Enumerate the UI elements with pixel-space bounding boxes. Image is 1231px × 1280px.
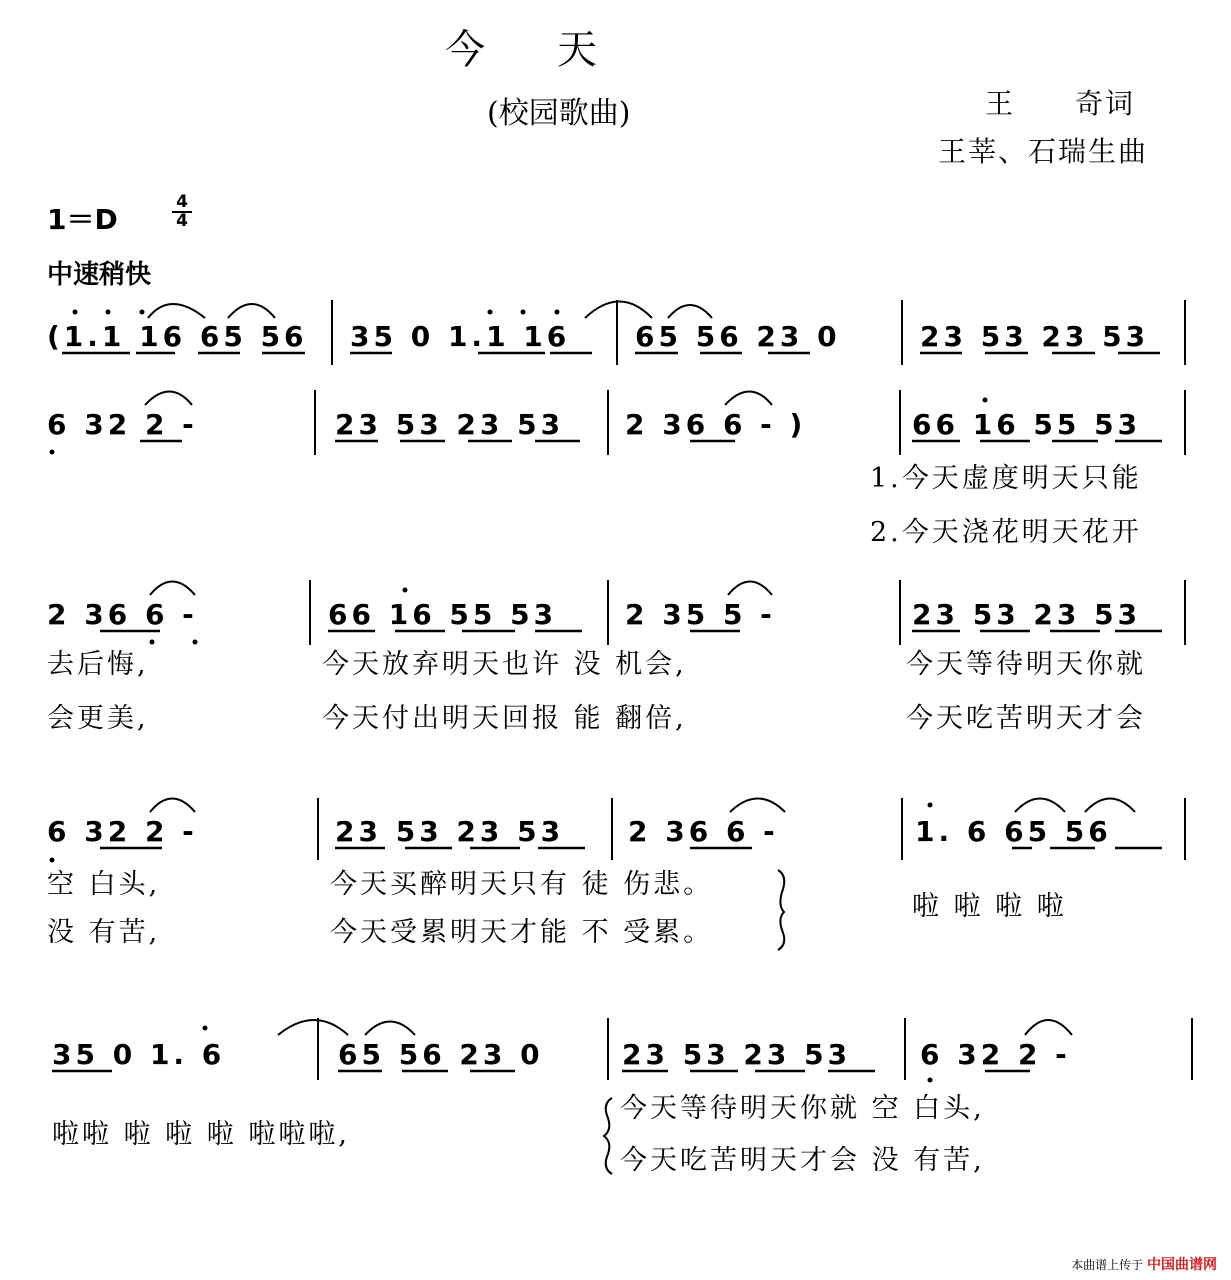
octave-dot — [50, 450, 55, 455]
verse-brace — [778, 870, 784, 950]
row4-lyric-la: 啦 啦 啦 啦 — [912, 891, 1067, 922]
octave-dot — [928, 1078, 933, 1083]
row5-measure1: 35 0 1. 6 — [52, 1038, 226, 1071]
time-signature-bottom: 4 — [176, 211, 188, 231]
row1-measure2: 35 0 1.1 16 — [350, 320, 571, 353]
slur — [145, 392, 192, 406]
row3-measure3: 2 35 5 - — [625, 598, 776, 631]
row5-measure3: 23 53 23 53 — [622, 1038, 852, 1071]
row2-measure3: 2 36 6 - ) — [625, 408, 807, 441]
row1-measure4: 23 53 23 53 — [920, 320, 1150, 353]
octave-dot — [193, 640, 198, 645]
octave-dot — [555, 310, 560, 315]
row4-lyric-v1-b: 今天买醉明天只有 徒 伤悲。 — [330, 869, 714, 900]
slur — [150, 582, 195, 596]
row5-lyric-v1: 今天等待明天你就 空 白头, — [620, 1093, 985, 1124]
slur — [585, 302, 652, 319]
row5-measure2: 65 56 23 0 — [338, 1038, 544, 1071]
song-title: 今天 — [445, 27, 669, 73]
footer-brand: 中国曲谱网 — [1147, 1257, 1217, 1273]
key-signature: 1＝D — [47, 203, 118, 236]
row2-measure1: 6 32 2 - — [47, 408, 198, 441]
composer-credit: 王莘、石瑞生曲 — [938, 135, 1149, 168]
row4-lyric-v2-b: 今天受累明天才能 不 受累。 — [330, 917, 714, 948]
octave-dot — [150, 640, 155, 645]
time-signature-top: 4 — [176, 192, 188, 212]
row3-lyric-v1-c: 今天等待明天你就 — [906, 649, 1146, 680]
row1-measure1: (1.1 16 65 56 — [47, 320, 308, 353]
row2-lyric-verse2: 2.今天浇花明天花开 — [870, 517, 1142, 548]
row3-lyric-v1-a: 去后悔, — [47, 649, 149, 680]
row3-lyric-v2-a: 会更美, — [47, 703, 149, 734]
octave-dot — [928, 803, 933, 808]
row1-measure3: 65 56 23 0 — [635, 320, 841, 353]
footer-text: 本曲谱上传于 — [1071, 1258, 1144, 1272]
row5-lyric-la: 啦啦 啦 啦 啦 啦啦啦, — [52, 1119, 350, 1150]
octave-dot — [403, 588, 408, 593]
octave-dot — [983, 398, 988, 403]
row3-measure2: 66 16 55 53 — [328, 598, 558, 631]
octave-dot — [50, 858, 55, 863]
octave-dot — [488, 310, 493, 315]
lyricist-credit: 王 奇词 — [985, 87, 1136, 120]
octave-dot — [106, 310, 111, 315]
footer-credit — [1071, 1254, 1217, 1274]
row5-measure4: 6 32 2 - — [920, 1038, 1071, 1071]
song-subtitle: (校园歌曲) — [487, 96, 631, 131]
row5-lyric-v2: 今天吃苦明天才会 没 有苦, — [620, 1145, 985, 1176]
octave-dot — [521, 310, 526, 315]
row2-measure2: 23 53 23 53 — [335, 408, 565, 441]
row3-lyric-v1-b: 今天放弃明天也许 没 机会, — [322, 649, 687, 680]
slur — [278, 1020, 348, 1035]
octave-dot — [140, 310, 145, 315]
slur — [730, 799, 785, 813]
tempo-marking: 中速稍快 — [47, 260, 152, 290]
slur — [668, 305, 712, 318]
row4-measure4: 1. 6 65 56 — [915, 815, 1112, 848]
row3-lyric-v2-b: 今天付出明天回报 能 翻倍, — [322, 703, 687, 734]
verse-brace — [604, 1098, 612, 1174]
slur — [228, 304, 275, 318]
octave-dot — [203, 1026, 208, 1031]
slur — [150, 799, 195, 813]
row4-measure3: 2 36 6 - — [628, 815, 779, 848]
row4-measure1: 6 32 2 - — [47, 815, 198, 848]
row3-measure4: 23 53 23 53 — [912, 598, 1142, 631]
slur — [148, 304, 205, 318]
row4-measure2: 23 53 23 53 — [335, 815, 565, 848]
slur — [1025, 1020, 1072, 1035]
slur — [728, 582, 772, 596]
row4-lyric-v2-a: 没 有苦, — [47, 917, 161, 948]
octave-dot — [73, 310, 78, 315]
slur — [1015, 799, 1065, 813]
row4-lyric-v1-a: 空 白头, — [47, 869, 161, 900]
row3-measure1: 2 36 6 - — [47, 598, 198, 631]
row2-lyric-verse1: 1.今天虚度明天只能 — [870, 463, 1142, 494]
slur — [725, 392, 772, 406]
row3-lyric-v2-c: 今天吃苦明天才会 — [906, 703, 1146, 734]
slur — [1085, 799, 1135, 813]
slur — [365, 1022, 415, 1036]
row2-measure4: 66 16 55 53 — [912, 408, 1142, 441]
